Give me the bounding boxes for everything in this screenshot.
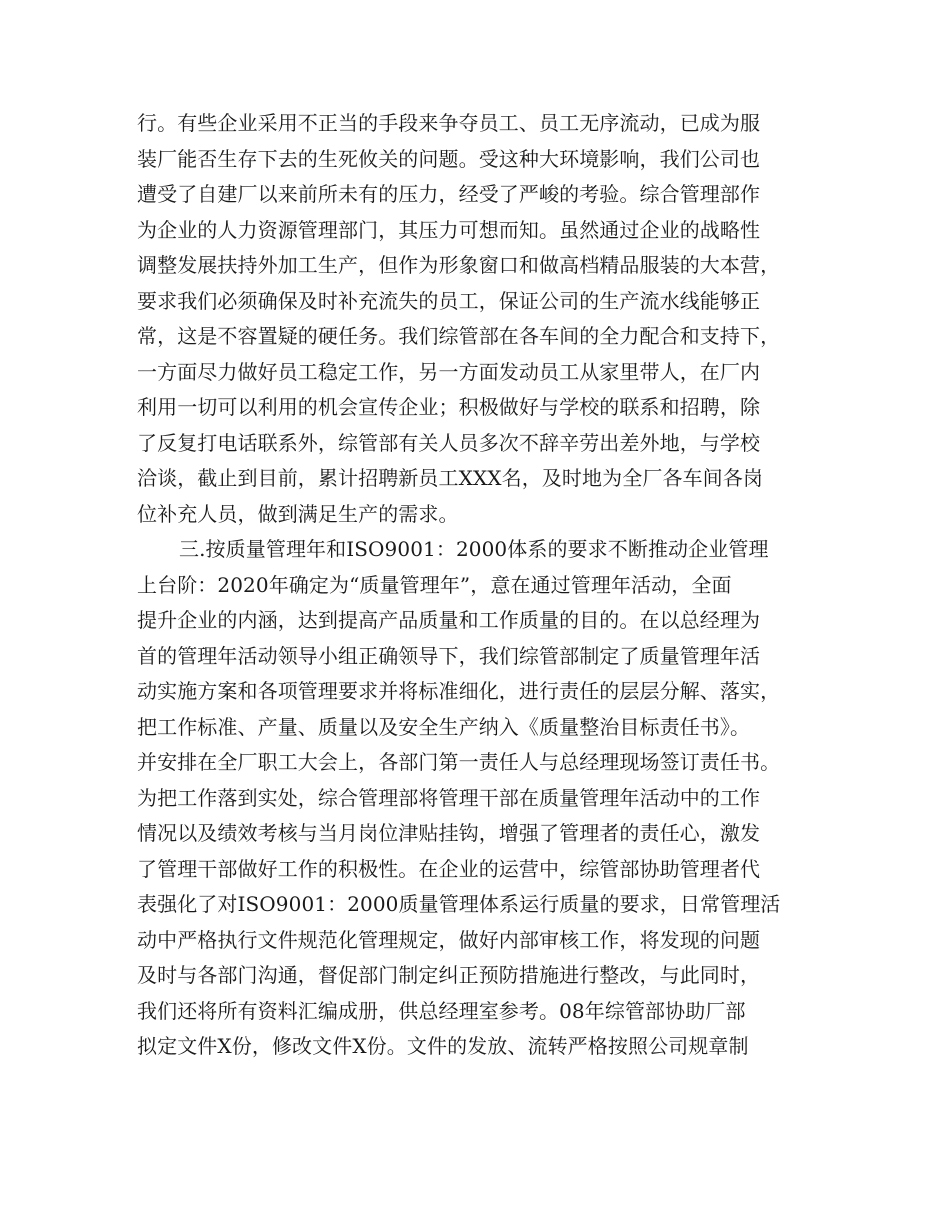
text-line: 利用一切可以利用的机会宣传企业；积极做好与学校的联系和招聘，除 — [137, 395, 761, 419]
paragraph-2 — [137, 532, 827, 1065]
text-line: 及时与各部门沟通，督促部门制定纠正预防措施进行整改，与此同时， — [137, 963, 761, 987]
text-line: 调整发展扶持外加工生产，但作为形象窗口和做高档精品服装的大本营， — [137, 253, 781, 277]
text-line: 为把工作落到实处，综合管理部将管理干部在质量管理年活动中的工作 — [137, 785, 761, 810]
text-line: 了管理干部做好工作的积极性。在企业的运营中，综管部协助管理者代 — [137, 856, 761, 881]
text-line: 位补充人员，做到满足生产的需求。 — [137, 501, 459, 526]
text-line: 我们还将所有资料汇编成册，供总经理室参考。08年综管部协助厂部 — [137, 998, 746, 1023]
text-line: 遭受了自建厂以来前所未有的压力，经受了严峻的考验。综合管理部作 — [137, 182, 761, 206]
paragraph-1 — [137, 106, 827, 532]
text-line: 提升企业的内涵，达到提高产品质量和工作质量的目的。在以总经理为 — [137, 608, 761, 632]
text-line: 三.按质量管理年和ISO9001：2000体系的要求不断推动企业管理 — [179, 537, 769, 561]
text-line: 要求我们必须确保及时补充流失的员工，保证公司的生产流水线能够正 — [137, 288, 761, 313]
text-line: 表强化了对ISO9001：2000质量管理体系运行质量的要求，日常管理活 — [137, 892, 781, 916]
text-line: 洽谈，截止到目前，累计招聘新员工XXX名，及时地为全厂各车间各岗 — [137, 466, 763, 490]
text-line: 了反复打电话联系外，综管部有关人员多次不辞辛劳出差外地，与学校 — [137, 430, 761, 455]
text-line: 上台阶：2020年确定为“质量管理年”，意在通过管理年活动，全面 — [137, 572, 732, 597]
text-line: 装厂能否生存下去的生死攸关的问题。受这种大环境影响，我们公司也 — [137, 146, 761, 171]
text-line: 拟定文件X份，修改文件X份。文件的发放、流转严格按照公司规章制 — [137, 1034, 749, 1058]
text-line: 动实施方案和各项管理要求并将标准细化，进行责任的层层分解、落实， — [137, 679, 781, 703]
text-line: 把工作标准、产量、质量以及安全生产纳入《质量整治目标责任书》。 — [137, 714, 751, 739]
text-line: 常，这是不容置疑的硬任务。我们综管部在各车间的全力配合和支持下， — [137, 324, 781, 348]
document-body — [137, 106, 827, 1065]
text-line: 首的管理年活动领导小组正确领导下，我们综管部制定了质量管理年活 — [137, 643, 761, 668]
text-line: 并安排在全厂职工大会上，各部门第一责任人与总经理现场签订责任书。 — [137, 750, 781, 774]
text-line: 行。有些企业采用不正当的手段来争夺员工、员工无序流动，已成为服 — [137, 111, 761, 135]
text-line: 一方面尽力做好员工稳定工作，另一方面发动员工从家里带人，在厂内 — [137, 359, 761, 384]
text-line: 情况以及绩效考核与当月岗位津贴挂钩，增强了管理者的责任心，激发 — [137, 821, 761, 845]
text-line: 动中严格执行文件规范化管理规定，做好内部审核工作，将发现的问题 — [137, 927, 761, 952]
text-line: 为企业的人力资源管理部门，其压力可想而知。虽然通过企业的战略性 — [137, 217, 761, 242]
